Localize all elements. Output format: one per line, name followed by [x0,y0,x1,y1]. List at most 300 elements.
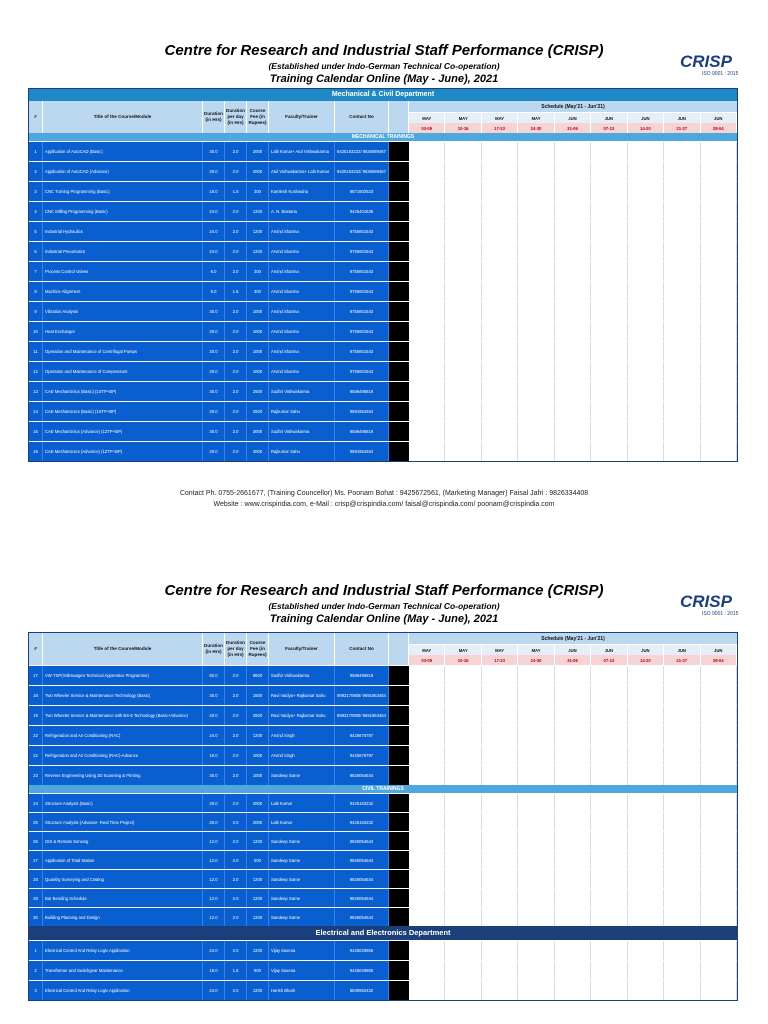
schedule-cell [664,282,700,301]
schedule-cell [628,941,664,960]
course-fee: 1200 [247,889,269,907]
schedule-cell [555,981,591,1000]
row-divider [389,832,409,850]
course-fee: 2000 [247,162,269,181]
course-per-day: 2.0 [225,686,247,705]
schedule-cell [409,342,445,361]
schedule-cell [591,961,627,980]
schedule-cell [664,908,700,926]
schedule-cell [591,981,627,1000]
schedule-cell [482,706,518,725]
table-row [29,812,737,831]
schedule-cell [591,442,627,461]
row-divider [389,322,409,341]
course-faculty: Sudhir Vishwakarma [269,666,335,685]
schedule-cell [628,686,664,705]
course-per-day: 2.0 [225,981,247,1000]
schedule-cell [628,870,664,888]
schedule-cell [409,832,445,850]
schedule-cell [518,162,554,181]
schedule-cell [701,813,737,831]
course-number: 2 [29,162,43,181]
course-fee: 1000 [247,766,269,785]
schedule-cell [518,442,554,461]
schedule-cell [409,766,445,785]
schedule-cell [664,746,700,765]
month-label: MAY [409,113,445,123]
schedule-cell [628,222,664,241]
schedule-cell [701,322,737,341]
course-faculty: Kamlesh Kushwaha [269,182,335,201]
course-faculty: Sandeep Sarne [269,870,335,888]
table-row [29,940,737,960]
schedule-cell [591,706,627,725]
schedule-cell [482,908,518,926]
contact-phones: Contact Ph. 0755-2661677, (Training Councellor) Ms. Poonam Bohat : 9425672561, (Marketing Manager) Faisal Jafri : 9826334408 [179,490,589,497]
page1-header [0,42,768,86]
course-title: Machine Alignment [43,282,203,301]
week-label: 21-27 [664,123,700,133]
schedule-cells [409,766,737,785]
row-divider [389,961,409,980]
month-label: JUN [664,645,700,655]
schedule-cells [409,342,737,361]
course-duration: 30.0 [203,766,225,785]
schedule-cell [482,162,518,181]
schedule-cell [664,686,700,705]
schedule-cell [664,766,700,785]
course-title: Vibration Analysis [43,302,203,321]
course-title: GIS & Remote Sensing [43,832,203,850]
schedule-cell [701,851,737,869]
week-label: 28-04 [701,655,737,665]
schedule-cell [591,402,627,421]
schedule-cell [409,870,445,888]
schedule-cell [555,282,591,301]
schedule-cell [409,242,445,261]
schedule-cells [409,832,737,850]
course-per-day: 2.0 [225,746,247,765]
schedule-cell [628,706,664,725]
schedule-months [409,645,737,655]
schedule-cell [518,222,554,241]
schedule-cell [409,908,445,926]
schedule-cells [409,302,737,321]
course-duration: 30.0 [203,442,225,461]
week-label: 24-30 [518,655,554,665]
schedule-cell [555,832,591,850]
course-duration: 9.0 [203,282,225,301]
schedule-cell [628,202,664,221]
row-divider [389,794,409,812]
schedule-cell [701,961,737,980]
course-duration: 24.0 [203,941,225,960]
course-duration: 12.0 [203,889,225,907]
month-label: MAY [482,645,518,655]
course-number: 15 [29,422,43,441]
course-faculty: Vijay Saxena [269,961,335,980]
schedule-cell [518,666,554,685]
course-per-day: 2.0 [225,813,247,831]
course-fee: 1200 [247,242,269,261]
schedule-cell [445,402,481,421]
schedule-cell [628,402,664,421]
course-faculty: Ravi Vaidya+ Rajkumar Sahu [269,686,335,705]
row-divider [389,162,409,181]
schedule-cell [482,870,518,888]
course-contact: 9755601543 [335,242,389,261]
schedule-cell [555,302,591,321]
schedule-cell [591,889,627,907]
schedule-cell [555,794,591,812]
schedule-cell [628,832,664,850]
schedule-cell [482,242,518,261]
schedule-cell [518,726,554,745]
course-number: 24 [29,794,43,812]
schedule-cell [701,222,737,241]
schedule-cell [518,941,554,960]
course-number: 4 [29,202,43,221]
course-contact: 9425029865 [335,961,389,980]
course-contact: 9425029865 [335,941,389,960]
schedule-cell [482,322,518,341]
month-label: JUN [628,113,664,123]
schedule-cell [555,766,591,785]
page2-title: Centre for Research and Industrial Staff Performance (CRISP) [164,582,604,599]
schedule-cell [518,961,554,980]
schedule-cell [482,202,518,221]
col-gap [389,633,409,665]
course-duration: 12.0 [203,870,225,888]
course-faculty: A. N. Bastaria [269,202,335,221]
table-row [29,960,737,980]
schedule-cell [664,162,700,181]
course-fee: 500 [247,851,269,869]
course-number: 18 [29,686,43,705]
department-banner: Mechanical & Civil Department [29,89,737,101]
table-row [29,421,737,441]
schedule-cell [445,182,481,201]
course-title: Building Planning and Design [43,908,203,926]
week-label: 31-06 [555,655,591,665]
schedule-cell [555,182,591,201]
schedule-cell [628,442,664,461]
schedule-cell [445,162,481,181]
course-faculty: Sandeep Sarne [269,889,335,907]
table-row [29,241,737,261]
course-duration: 30.0 [203,422,225,441]
course-faculty: Sandeep Sarne [269,908,335,926]
course-faculty: Atul Vishwakarma+ Lalit Kumar [269,162,335,181]
course-contact: 9993170808/ 9691953464 [335,706,389,725]
schedule-cell [628,908,664,926]
schedule-cell [409,142,445,161]
table-row [29,793,737,812]
course-faculty: Sandeep Sarne [269,766,335,785]
logo-text: CRISP [680,592,732,611]
month-label: MAY [518,113,554,123]
schedule-cell [518,202,554,221]
schedule-cell [664,342,700,361]
course-per-day: 2.0 [225,870,247,888]
course-per-day: 2.0 [225,202,247,221]
course-faculty: Sandeep Sarne [269,851,335,869]
table-row [29,665,737,685]
table-row [29,888,737,907]
schedule-cell [555,706,591,725]
schedule-cells [409,981,737,1000]
course-per-day: 1.5 [225,282,247,301]
course-number: 23 [29,766,43,785]
schedule-cells [409,746,737,765]
schedule-cells [409,382,737,401]
week-label: 28-04 [701,123,737,133]
schedule-cell [628,794,664,812]
schedule-cell [701,202,737,221]
row-divider [389,981,409,1000]
schedule-cell [518,981,554,1000]
row-divider [389,362,409,381]
schedule-cells [409,362,737,381]
schedule-cell [555,908,591,926]
row-divider [389,666,409,685]
schedule-cell [445,981,481,1000]
row-divider [389,422,409,441]
course-faculty: Lalit Kumar [269,813,335,831]
col-faculty: Faculty/Trainer [269,633,335,665]
row-divider [389,202,409,221]
course-fee: 1200 [247,726,269,745]
schedule-cell [409,746,445,765]
schedule-cells [409,262,737,281]
schedule-cell [409,889,445,907]
schedule-cell [409,262,445,281]
contact-info [0,488,768,510]
logo-text: CRISP [680,52,732,71]
course-number: 19 [29,706,43,725]
course-faculty: Arvind Sharma [269,262,335,281]
schedule-cell [482,382,518,401]
schedule-cells [409,282,737,301]
schedule-cells [409,870,737,888]
schedule-cell [555,262,591,281]
course-faculty: Arvind Singh [269,726,335,745]
course-number: 28 [29,870,43,888]
page2-calendar-title: Training Calendar Online (May - June), 2021 [269,613,499,625]
course-duration: 24.0 [203,242,225,261]
course-number: 27 [29,851,43,869]
schedule-cell [701,182,737,201]
schedule-cell [664,422,700,441]
course-duration: 20.0 [203,342,225,361]
schedule-cell [482,402,518,421]
schedule-cell [555,422,591,441]
week-label: 07-13 [591,655,627,665]
schedule-cell [482,142,518,161]
schedule-cell [628,813,664,831]
schedule-cells [409,908,737,926]
schedule-cell [518,851,554,869]
course-duration: 30.0 [203,302,225,321]
course-duration: 24.0 [203,222,225,241]
schedule-cell [591,908,627,926]
schedule-cell [555,382,591,401]
schedule-cell [518,322,554,341]
month-label: JUN [701,113,737,123]
schedule-cell [701,282,737,301]
schedule-cell [409,302,445,321]
schedule-cell [591,746,627,765]
schedule-cell [664,142,700,161]
course-number: 2 [29,961,43,980]
schedule-cell [518,262,554,281]
course-fee: 2500 [247,706,269,725]
course-title: CAE Mechatronics (Basic) (1STP+BP) [43,402,203,421]
schedule-cell [591,726,627,745]
schedule-cell [701,706,737,725]
course-title: Refrigeration and Air Conditioning (RAC) [43,726,203,745]
schedule-cell [701,941,737,960]
contact-web-email: Website : www.crispindia.com, e-Mail : crisp@crispindia.com/ faisal@crispindia.com/ poonam@crispindia.com [213,501,555,508]
schedule-cell [628,242,664,261]
row-divider [389,686,409,705]
course-number: 7 [29,262,43,281]
table-body-mechanical [29,665,737,785]
course-per-day: 2.0 [225,794,247,812]
course-contact: 9826054544 [335,908,389,926]
schedule-cell [409,961,445,980]
schedule-cell [591,322,627,341]
course-per-day: 2.0 [225,162,247,181]
course-contact: 9826054544 [335,851,389,869]
schedule-cell [555,870,591,888]
schedule-cell [445,961,481,980]
schedule-cell [482,666,518,685]
schedule-cells [409,889,737,907]
schedule-cell [555,162,591,181]
schedule-cells [409,961,737,980]
row-divider [389,342,409,361]
schedule-cell [409,322,445,341]
table-row [29,161,737,181]
course-duration: 6.0 [203,262,225,281]
schedule-cells [409,442,737,461]
schedule-cell [664,362,700,381]
schedule-cell [701,442,737,461]
schedule-cell [591,302,627,321]
course-per-day: 1.5 [225,182,247,201]
schedule-cell [518,889,554,907]
course-duration: 30.0 [203,382,225,401]
course-contact: 9826054544 [335,889,389,907]
course-title: CNC Turning Programming (Basic) [43,182,203,201]
schedule-cell [664,706,700,725]
schedule-cell [591,242,627,261]
row-divider [389,941,409,960]
month-label: JUN [701,645,737,655]
schedule-cell [445,202,481,221]
table-row [29,850,737,869]
section-mechanical: MECHANICAL TRAININGS [29,133,737,141]
schedule-cell [664,794,700,812]
schedule-cell [701,908,737,926]
col-duration: Duration (in Hrs) [203,101,225,133]
course-per-day: 2.0 [225,362,247,381]
schedule-cell [628,746,664,765]
schedule-cell [628,961,664,980]
course-per-day: 2.0 [225,908,247,926]
schedule-cell [701,422,737,441]
schedule-cell [518,302,554,321]
schedule-cell [518,870,554,888]
schedule-cell [482,746,518,765]
page1-training-table [28,88,738,462]
schedule-cell [409,162,445,181]
schedule-cell [701,666,737,685]
table-row [29,869,737,888]
course-faculty: Rajkumar Sahu [269,442,335,461]
table-row [29,765,737,785]
course-contact: 9589496819 [335,422,389,441]
schedule-cell [445,302,481,321]
course-duration: 12.0 [203,832,225,850]
schedule-cell [555,813,591,831]
schedule-cell [664,182,700,201]
course-number: 5 [29,222,43,241]
week-label: 14-20 [628,655,664,665]
schedule-cell [555,322,591,341]
schedule-cell [409,666,445,685]
page1-title: Centre for Research and Industrial Staff Performance (CRISP) [164,42,604,59]
page1-subtitle: (Established under Indo-German Technical Co-operation) [268,61,500,71]
course-fee: 1200 [247,981,269,1000]
schedule-cell [482,342,518,361]
schedule-cell [445,442,481,461]
schedule-cell [482,794,518,812]
schedule-cell [664,981,700,1000]
schedule-cell [409,706,445,725]
schedule-cell [591,182,627,201]
course-contact: 9826054544 [335,870,389,888]
course-number: 30 [29,908,43,926]
schedule-cell [664,889,700,907]
course-contact: 9755601543 [335,282,389,301]
course-contact: 9425401638 [335,202,389,221]
schedule-cell [518,766,554,785]
schedule-cell [591,282,627,301]
schedule-cells [409,202,737,221]
schedule-cell [445,851,481,869]
course-per-day: 2.0 [225,402,247,421]
schedule-cell [445,382,481,401]
schedule-cell [591,202,627,221]
schedule-cell [701,794,737,812]
table-row [29,321,737,341]
week-label: 07-13 [591,123,627,133]
schedule-cell [664,402,700,421]
table-row [29,745,737,765]
schedule-cell [445,726,481,745]
course-fee: 1500 [247,686,269,705]
col-no: # [29,633,43,665]
table-row [29,831,737,850]
page2-header [0,582,768,626]
schedule-cell [445,242,481,261]
course-number: 3 [29,182,43,201]
table-row [29,685,737,705]
course-title: Transformer and Switchgear Maintenance [43,961,203,980]
course-per-day: 2.0 [225,766,247,785]
